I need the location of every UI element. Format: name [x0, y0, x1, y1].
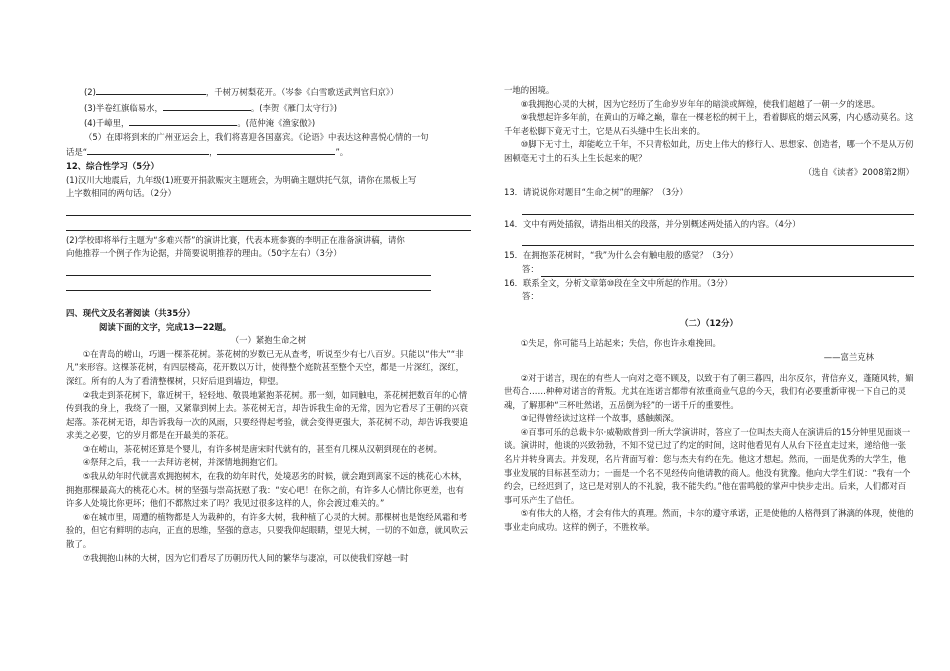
answer-line[interactable]	[541, 266, 914, 277]
answer-line[interactable]	[522, 204, 914, 215]
article-2-title: （二）（12分）	[680, 317, 738, 328]
quote-author: ——富兰克林	[823, 351, 874, 362]
left-column	[66, 84, 471, 565]
article-1-title: （一）紧抱生命之树	[230, 335, 307, 346]
right-column	[504, 84, 914, 535]
paragraph: ③记得曾经读过这样一个故事，感触颇深。	[520, 413, 680, 424]
question-15-answer: 答：	[504, 263, 914, 277]
answer-line[interactable]	[66, 205, 471, 216]
section-4-title: 四、现代文及名著阅读（共35分）	[66, 307, 195, 318]
answer-blank[interactable]	[96, 84, 206, 95]
paragraph: ①在青岛的崂山，巧遇一棵茶花树。茶花树的岁数已无从查考，听说至少有七八百岁。只能以“伟大”“非凡”来形容。这棵茶花树，有四层楼高，花开数以万计，使得整个庭院甚至整个天空，都是一片深红，深红，深红。所有的人为了看清整棵树，只好后退到墙边，仰望。	[66, 348, 464, 386]
paragraph: ⑤我从幼年时代就喜欢拥抱树木，在我的幼年时代，处境恶劣的时候，就会跑到离家不远的桃花心木林，拥抱那棵最高大的桃花心木。树的坚强与崇高抚慰了我：“安心吧！在你之前，有许多人心情比你更差，也有许多人处境比你更坏；他们不都熬过来了吗？我见过很多这样的人，你会渡过难关的。”	[66, 471, 468, 509]
answer-line[interactable]	[66, 265, 431, 276]
question-12-2-cont: 向他推荐一个例子作为论据，并简要说明推荐的理由。（50字左右）（3分）	[66, 248, 342, 259]
paragraph: 一地的困境。	[504, 85, 555, 95]
answer-blank[interactable]	[163, 100, 251, 111]
question-11-4: (4)千嶂里， 。(范仲淹《渔家傲》)	[66, 115, 471, 131]
question-11-3: (3)半卷红旗临易水， 。(李贺《雁门太守行》)	[66, 100, 471, 116]
question-16: 16．联系全文，分析文章第⑩段在全文中所起的作用。（3分）	[504, 277, 733, 288]
article-1-left	[66, 348, 471, 566]
question-12-2: (2)学校即将举行主题为“多难兴帮”的演讲比赛，代表本班参赛的李明正在准备演讲稿，请你	[66, 234, 405, 245]
question-15: 15．在拥抱茶花树时，“我”为什么会有触电般的感觉？（3分）	[504, 250, 739, 261]
answer-blank[interactable]	[217, 144, 335, 155]
article-2-quote: ①失足，你可能马上站起来；失信，你也许永难挽回。	[520, 338, 721, 349]
paragraph: ⑦我拥抱山林的大树，因为它们看尽了历朝历代人间的繁华与凄凉，可以使我们穿越一时	[82, 552, 409, 563]
question-12-title: 12、综合性学习（5分）	[66, 160, 159, 171]
question-11-5-cont: 话是“ ， ”。	[66, 144, 471, 160]
question-12-1: (1)汉川大地震后，九年级(1)班要开捐款赈灾主题班会，为明确主题烘托气氛，请你在黑板上写	[66, 174, 417, 185]
answer-line[interactable]	[522, 235, 914, 246]
answer-line[interactable]	[66, 220, 471, 231]
paragraph: ⑧我拥抱心灵的大树，因为它经历了生命岁岁年年的暗淡或辉煌，使我们超越了一朝一夕的迷思。	[520, 98, 881, 109]
paragraph: ⑩脚下无寸土，却能屹立千年，不只青松如此，历史上伟大的修行人、思想家、创造者，哪一个不是从万仞困顿毫无寸土的石头上生长起来的呢？	[504, 139, 914, 163]
answer-blank[interactable]	[129, 115, 237, 126]
paragraph: ②对于诺言，现在的有些人一向对之毫不顾及，以致于有了朝三暮四，出尔反尔，背信弃义，蓬随风转，媚世苟合……种种对诺言的背叛。尤其在连诺言都带有浓重商业气息的今天，我们有必要重新审视一下自己的灵魂，了解那种“三杯吐然诺，五岳倒为轻”的一诺千斤的重要性。	[504, 372, 914, 410]
paragraph: ④祭拜之后，我一一去拜访老树，并深情地拥抱它们。	[82, 457, 283, 468]
question-11-2: (2) ，千树万树梨花开。（岑参《白雪歌送武判官归京》）	[66, 84, 471, 100]
article-source: （选自《读者》2008第2期）	[803, 166, 914, 177]
paragraph: ③在崂山，茶花树还算是个婴儿，有许多树是唐宋时代就有的，甚至有几棵从汉朝到现在的老树。	[82, 443, 443, 454]
answer-line[interactable]	[66, 280, 431, 291]
paragraph: ⑤有伟大的人格，才会有伟大的真理。然而，卡尔的遵守承诺，正是使他的人格得到了淋漓的体现，使他的事业走向成功。这样的例子，不胜枚举。	[504, 508, 914, 533]
section-4-instruction: 阅读下面的文字，完成13—22题。	[99, 321, 232, 332]
question-16-answer: 答：	[522, 291, 539, 302]
answer-blank[interactable]	[87, 144, 209, 155]
paragraph: ④百事可乐的总裁卡尔·威勒欧普到一所大学演讲时，答应了一位叫杰夫商人在演讲后的15分钟里见面谈一谈。演讲时，他谈的兴致勃勃，不知不觉已过了约定的时间，这时他看见有人从台下径直走过来，递给他一张名片并转身离去。并发现，名片背面写着：您与杰夫有约在先。他这才想起。然而，一面是优秀的大学生，他事业发展的目标甚至动力；一面是一个名不见经传向他请教的商人。他没有犹豫。他向大学生们说：“我有一个约会，已经迟到了，这已是对别人的不礼貌，我不能失约。”他在雷鸣般的掌声中快步走出。后来，人们都对百事可乐产生了信任。	[504, 426, 911, 505]
paragraph: ②我走到茶花树下，靠近树干，轻轻地、敬畏地紧抱茶花树。那一刻，如同触电，茶花树把数百年的心情传到我的身上，我绕了一圈，又紧靠到树上去。茶花树无言，却告诉我生命的无常，因为它看尽了王朝的兴衰起落。茶花树无语，却告诉我每一次的风雨，只要经得起考验，就会变得更强大，茶花树不动，却告诉我要追求美之必要，它的岁月都是在开最美的茶花。	[66, 389, 468, 441]
question-13: 13．请说说你对题目“生命之树”的理解？（3分）	[504, 187, 688, 198]
paragraph: ⑥在城市里，周遭的植物都是人为栽种的，有许多大树，我种植了心灵的大树。那棵树也是饱经风霜和考验的，但它有鲜明的志向，正直的思维，坚强的意志，只要我仰起眼睛，望见大树，一切的不如意，就风吹云散了。	[66, 511, 468, 550]
question-11-5: （5）在即将到来的广州亚运会上，我们将喜迎各国嘉宾。《论语》中表达这种喜悦心情的一句	[84, 131, 429, 142]
question-14: 14．文中有两处插叙，请指出相关的段落，并分别概述两处插入的内容。（4分）	[504, 218, 801, 229]
paragraph: ⑨我想起许多年前，在黄山的万峰之巅，靠在一棵老松的树干上，看着脚底的烟云风雾，内心感动莫名。这千年老松脚下竟无寸土，它是从石头缝中生长出来的。	[504, 112, 914, 136]
question-12-1-cont: 上字数相同的两句话。（2分）	[66, 188, 177, 199]
